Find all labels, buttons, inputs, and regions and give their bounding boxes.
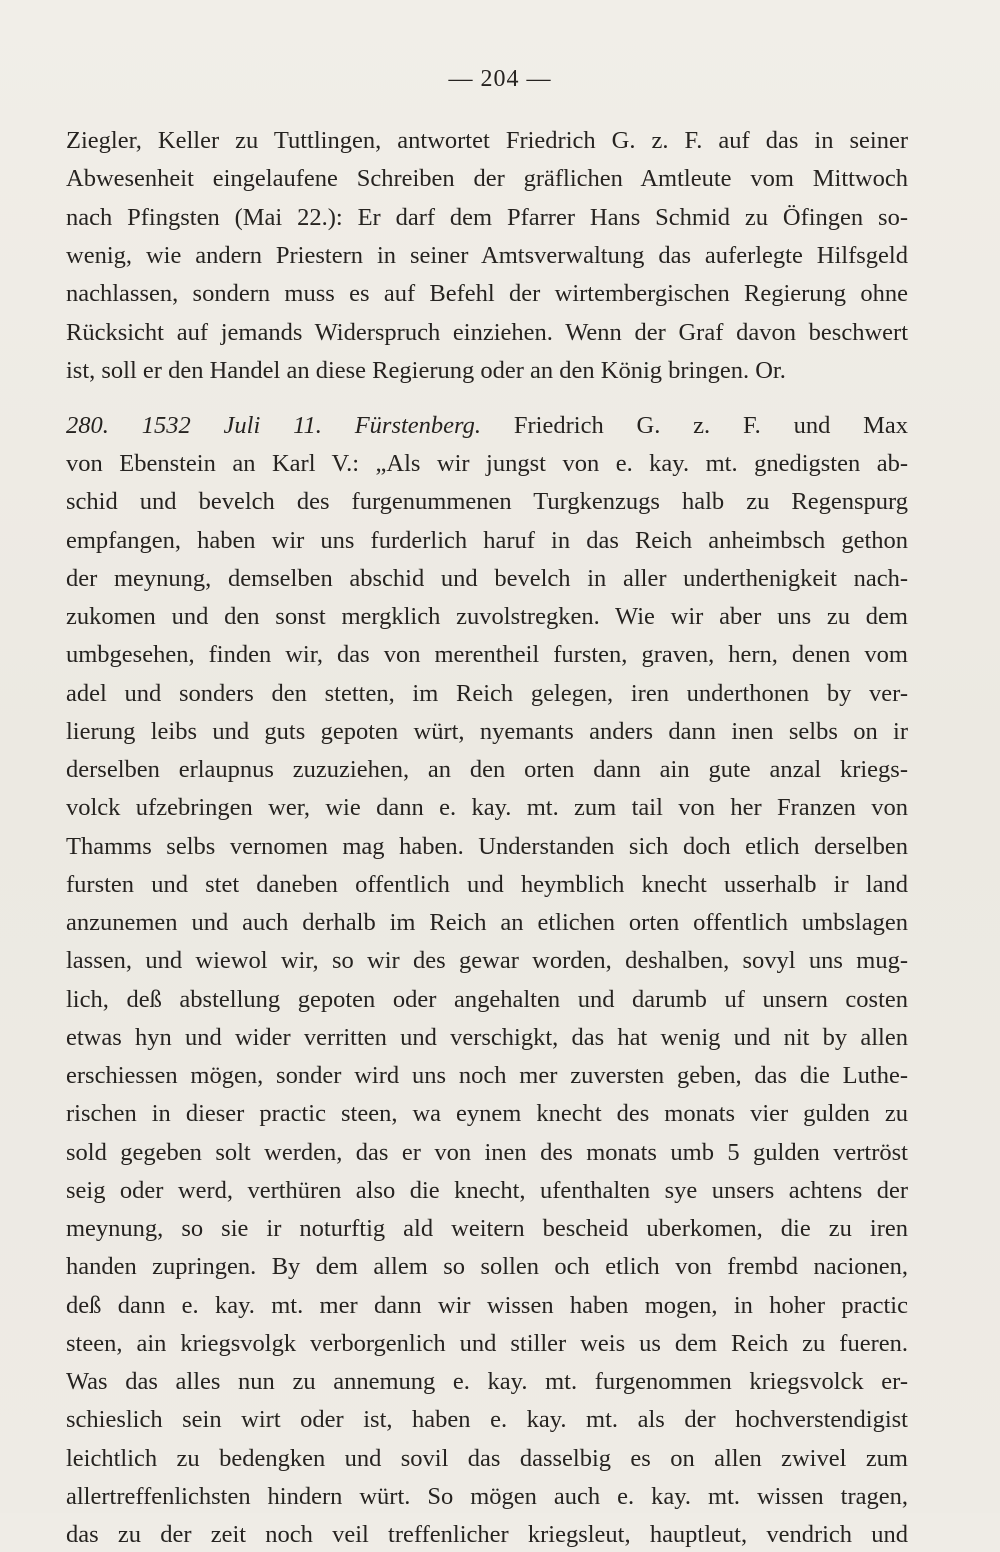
text-line: das zu der zeit noch veil treffenlicher kriegsleut, hauptleut, vendrich und xyxy=(66,1521,908,1548)
text-line: anzunemen und auch derhalb im Reich an etlichen orten offentlich umbslagen xyxy=(66,909,908,936)
text-line: fursten und stet daneben offentlich und heymblich knecht usserhalb ir land xyxy=(66,870,908,898)
text-line: derselben erlaupnus zuzuziehen, an den orten dann ain gute anzal kriegs- xyxy=(66,756,908,783)
entry-number: 280. xyxy=(66,412,109,439)
text-line: schid und bevelch des furgenummenen Turgkenzugs halb zu Regenspurg xyxy=(66,488,908,516)
text-line: Rücksicht auf jemands Widerspruch einziehen. Wenn der Graf davon beschwert xyxy=(66,318,908,346)
text-line: empfangen, haben wir uns furderlich haruf in das Reich anheimbsch gethon xyxy=(66,526,908,554)
text-line: etwas hyn und wider verritten und verschigkt, das hat wenig und nit by allen xyxy=(66,1023,908,1051)
text-line: rischen in dieser practic steen, wa eynem knecht des monats vier gulden zu xyxy=(66,1100,908,1128)
text-line: Abwesenheit eingelaufene Schreiben der gräflichen Amtleute vom Mittwoch xyxy=(66,165,908,193)
text-line: Thamms selbs vernomen mag haben. Understanden sich doch etlich derselben xyxy=(66,832,908,860)
entry-date: 1532 Juli 11. xyxy=(141,412,322,439)
entry-place: Fürstenberg. xyxy=(354,412,482,439)
text-line: von Ebenstein an Karl V.: „Als wir jungst von e. kay. mt. gnedigsten ab- xyxy=(66,450,908,477)
entry-first-line-text: Friedrich G. z. F. und Max xyxy=(513,412,909,439)
entry-280-heading-line xyxy=(66,409,908,443)
text-line: schieslich sein wirt oder ist, haben e. kay. mt. als der hochverstendigist xyxy=(66,1406,908,1434)
text-line: nachlassen, sondern muss es auf Befehl der wirtembergischen Regierung ohne xyxy=(66,280,908,308)
text-line: steen, ain kriegsvolgk verborgenlich und stiller weis us dem Reich zu fueren. xyxy=(66,1329,908,1357)
text-line: meynung, so sie ir noturftig ald weitern bescheid uberkomen, die zu iren xyxy=(66,1215,908,1242)
text-line: zukomen und den sonst mergklich zuvolstregken. Wie wir aber uns zu dem xyxy=(66,603,908,630)
page-number: — 204 — xyxy=(448,66,552,92)
text-line: nach Pfingsten (Mai 22.): Er darf dem Pfarrer Hans Schmid zu Öfingen so- xyxy=(66,203,908,231)
text-line: lassen, und wiewol wir, so wir des gewar worden, deshalben, sovyl uns mug- xyxy=(66,947,908,975)
text-line: umbgesehen, finden wir, das von merentheil fursten, graven, hern, denen vom xyxy=(66,641,908,669)
text-line: lierung leibs und guts gepoten würt, nyemants anders dann inen selbs on ir xyxy=(66,717,908,745)
text-line: Ziegler, Keller zu Tuttlingen, antwortet Friedrich G. z. F. auf das in seiner xyxy=(66,127,908,154)
text-line: Was das alles nun zu annemung e. kay. mt. furgenommen kriegsvolck er- xyxy=(66,1368,908,1395)
text-line: adel und sonders den stetten, im Reich gelegen, iren underthonen by ver- xyxy=(66,679,908,707)
text-line: erschiessen mögen, sonder wird uns noch mer zuversten geben, das die Luthe- xyxy=(66,1062,908,1089)
text-line: wenig, wie andern Priestern in seiner Amtsverwaltung das auferlegte Hilfsgeld xyxy=(66,241,908,269)
text-line: lich, deß abstellung gepoten oder angehalten und darumb uf unsern costen xyxy=(66,985,908,1013)
text-line: allertreffenlichsten hindern würt. So mögen auch e. kay. mt. wissen tragen, xyxy=(66,1482,908,1510)
text-line: ist, soll er den Handel an diese Regierung oder an den König bringen. Or. xyxy=(66,356,786,384)
text-line: handen zupringen. By dem allem so sollen och etlich von frembd nacionen, xyxy=(66,1253,908,1281)
text-line: der meynung, demselben abschid und bevelch in aller underthenigkeit nach- xyxy=(66,564,908,592)
text-line: seig oder werd, verthüren also die knecht, ufenthalten sye unsers achtens der xyxy=(66,1176,908,1204)
text-line: volck ufzebringen wer, wie dann e. kay. mt. zum tail von her Franzen von xyxy=(66,794,908,822)
text-line: sold gegeben solt werden, das er von inen des monats umb 5 gulden vertröst xyxy=(66,1138,908,1166)
text-line: leichtlich zu bedengken und sovil das dasselbig es on allen zwivel zum xyxy=(66,1444,908,1472)
text-line: deß dann e. kay. mt. mer dann wir wissen haben mogen, in hoher practic xyxy=(66,1291,908,1319)
